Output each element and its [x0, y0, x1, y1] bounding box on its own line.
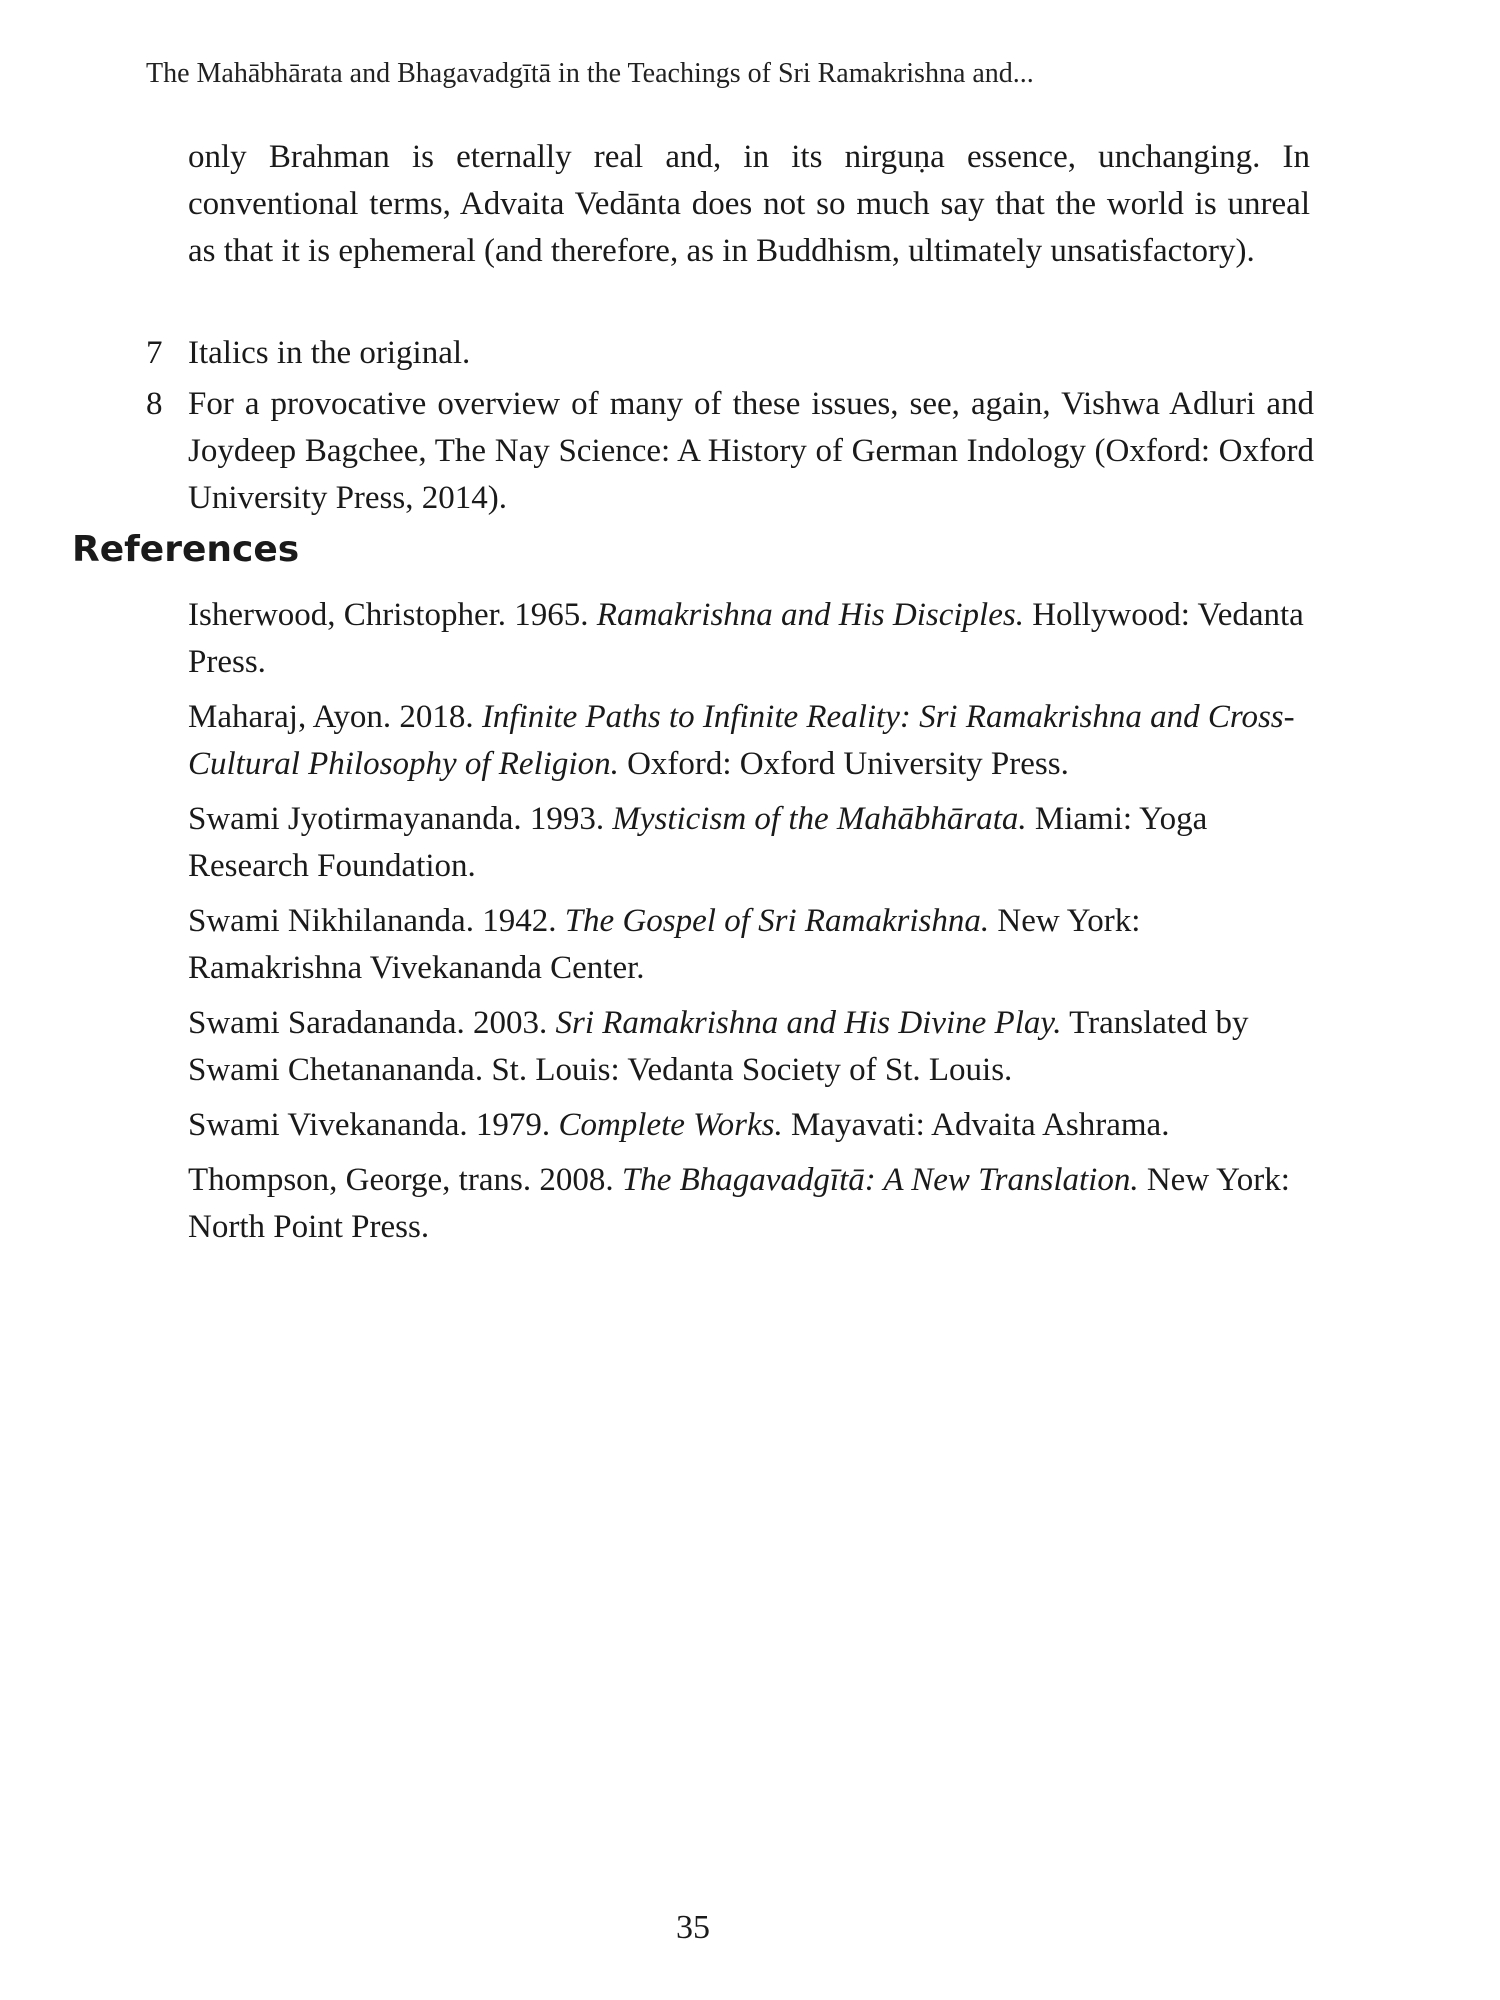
references-list	[188, 592, 1310, 1259]
reference-author-year: Swami Saradananda. 2003.	[188, 1005, 556, 1041]
reference-author-year: Thompson, George, trans. 2008.	[188, 1162, 622, 1198]
footnote-continuation: only Brahman is eternally real and, in its nirguṇa essence, unchanging. In conventional terms, Advaita Vedānta does not so much say that the world is unreal as that it is ephemeral (and therefore, as in Buddhism, ultimately unsatisfactory).	[188, 139, 1310, 269]
footnote-number: 8	[146, 386, 163, 422]
footnote-text: For a provocative overview of many of these issues, see, again, Vishwa Adluri and Joydeep Bagchee, The Nay Science: A History of German Indology (Oxford: Oxford University Press, 2014).	[188, 386, 1314, 516]
page-number: 35	[676, 1909, 710, 1946]
reference-publisher: Miami: Yoga Research Foundation.	[188, 801, 1208, 884]
reference-author-year: Maharaj, Ayon. 2018.	[188, 699, 482, 735]
reference-item	[188, 1000, 1310, 1094]
reference-title: Ramakrishna and His Disciples.	[596, 597, 1024, 633]
reference-publisher: Mayavati: Advaita Ashrama.	[782, 1107, 1170, 1143]
reference-publisher: Translated by Swami Chetanananda. St. Louis: Vedanta Society of St. Louis.	[188, 1005, 1249, 1088]
reference-title: Infinite Paths to Infinite Reality: Sri Ramakrishna and Cross-Cultural Philosophy of Religion.	[188, 699, 1295, 782]
footnote-number: 7	[146, 335, 163, 371]
reference-title: The Bhagavadgītā: A New Translation.	[621, 1162, 1139, 1198]
reference-author-year: Swami Jyotirmayananda. 1993.	[188, 801, 613, 837]
reference-item	[188, 796, 1310, 890]
reference-item	[188, 694, 1310, 788]
reference-author-year: Swami Vivekananda. 1979.	[188, 1107, 559, 1143]
reference-item	[188, 1157, 1310, 1251]
reference-publisher: New York: Ramakrishna Vivekananda Center.	[188, 903, 1141, 986]
reference-title: Mysticism of the Mahābhārata.	[612, 801, 1027, 837]
reference-title: Sri Ramakrishna and His Divine Play.	[555, 1005, 1062, 1041]
reference-item	[188, 592, 1310, 686]
reference-publisher: Oxford: Oxford University Press.	[618, 746, 1069, 782]
reference-item	[188, 1102, 1310, 1149]
reference-item	[188, 898, 1310, 992]
reference-title: Complete Works.	[558, 1107, 783, 1143]
reference-publisher: New York: North Point Press.	[188, 1162, 1290, 1245]
footnote-8	[146, 381, 1314, 522]
footnote-text: Italics in the original.	[188, 335, 471, 371]
footnote-7	[146, 330, 1314, 377]
reference-author-year: Isherwood, Christopher. 1965.	[188, 597, 597, 633]
reference-author-year: Swami Nikhilananda. 1942.	[188, 903, 565, 939]
reference-title: The Gospel of Sri Ramakrishna.	[564, 903, 990, 939]
reference-publisher: Hollywood: Vedanta Press.	[188, 597, 1304, 680]
references-heading: References	[72, 529, 300, 570]
running-header: The Mahābhārata and Bhagavadgītā in the Teachings of Sri Ramakrishna and...	[146, 58, 1034, 89]
